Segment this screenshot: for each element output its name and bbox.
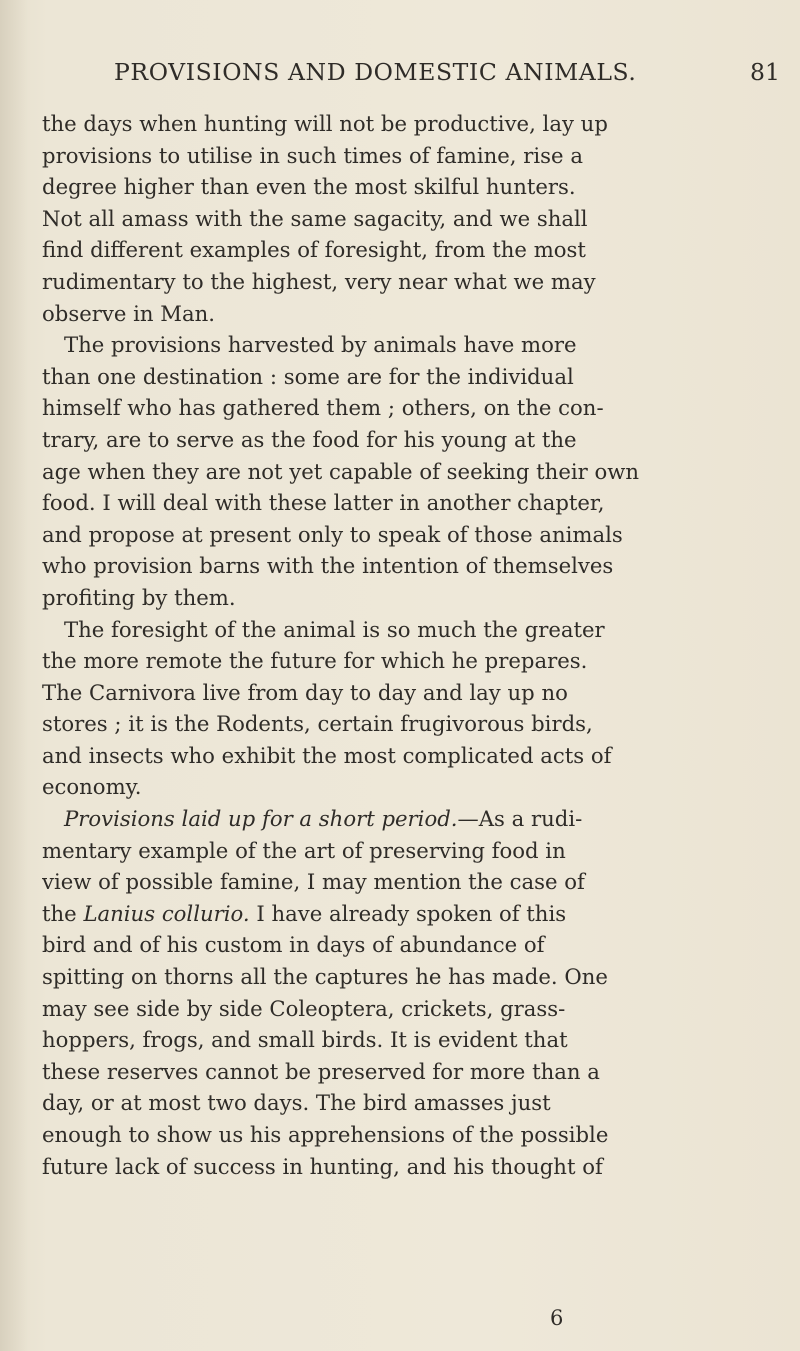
text-line: mentary example of the art of preserving food in (42, 837, 566, 863)
text-line: and propose at present only to speak of those animals (42, 521, 623, 547)
species-name: Lanius collurio. (83, 900, 250, 926)
text-line: enough to show us his apprehensions of the possible (42, 1122, 609, 1147)
text-line: and insects who exhibit the most complicated acts of (42, 742, 612, 768)
body-text (42, 108, 800, 1182)
signature-mark: 6 (550, 1306, 564, 1330)
running-title: PROVISIONS AND DOMESTIC ANIMALS. (114, 58, 637, 86)
text-line: food. I will deal with these latter in another chapter, (42, 490, 605, 516)
text-line: stores ; it is the Rodents, certain frugivorous birds, (42, 711, 593, 737)
text-line: may see side by side Coleoptera, crickets, grass- (42, 995, 566, 1021)
text-line: bird and of his custom in days of abundance of (42, 932, 545, 958)
text-line: view of possible famine, I may mention the case of (42, 869, 585, 895)
text-line: The Carnivora live from day to day and lay up no (42, 679, 568, 705)
text-line: the more remote the future for which he prepares. (42, 648, 588, 674)
text-line: trary, are to serve as the food for his young at the (42, 426, 577, 452)
text-line: find different examples of foresight, from the most (42, 237, 586, 263)
section-heading: Provisions laid up for a short period. (64, 806, 458, 832)
text-line: economy. (42, 774, 142, 800)
page-number: 81 (750, 58, 780, 86)
text-line: rudimentary to the highest, very near what we may (42, 268, 596, 294)
section-heading-line (42, 803, 800, 835)
text-line: the days when hunting will not be productive, lay up (42, 111, 608, 136)
text-line: hoppers, frogs, and small birds. It is evident that (42, 1027, 568, 1053)
text-line: age when they are not yet capable of seeking their own (42, 458, 640, 484)
text-line: profiting by them. (42, 584, 236, 610)
species-prefix: the (42, 900, 84, 926)
text-line: Not all amass with the same sagacity, and we shall (42, 205, 588, 231)
text-line: himself who has gathered them ; others, on the con- (42, 395, 604, 421)
text-line: who provision barns with the intention of themselves (42, 553, 614, 579)
species-line (42, 898, 800, 930)
text-line: these reserves cannot be preserved for more than a (42, 1058, 600, 1084)
text-line: spitting on thorns all the captures he has made. One (42, 964, 608, 990)
section-heading-continuation: —As a rudi- (457, 806, 583, 832)
text-line: observe in Man. (42, 300, 215, 326)
paragraph-start-line: The foresight of the animal is so much the greater (64, 616, 605, 642)
gutter-shadow (0, 0, 28, 1351)
text-line: degree higher than even the most skilful hunters. (42, 174, 576, 200)
species-suffix: I have already spoken of this (249, 900, 567, 926)
text-line: day, or at most two days. The bird amasses just (42, 1090, 551, 1116)
text-line: future lack of success in hunting, and his thought of (42, 1153, 603, 1179)
paragraph-start-line: The provisions harvested by animals have more (64, 332, 577, 358)
text-line: than one destination : some are for the individual (42, 363, 574, 389)
running-header (0, 58, 800, 88)
text-line: provisions to utilise in such times of famine, rise a (42, 142, 583, 168)
